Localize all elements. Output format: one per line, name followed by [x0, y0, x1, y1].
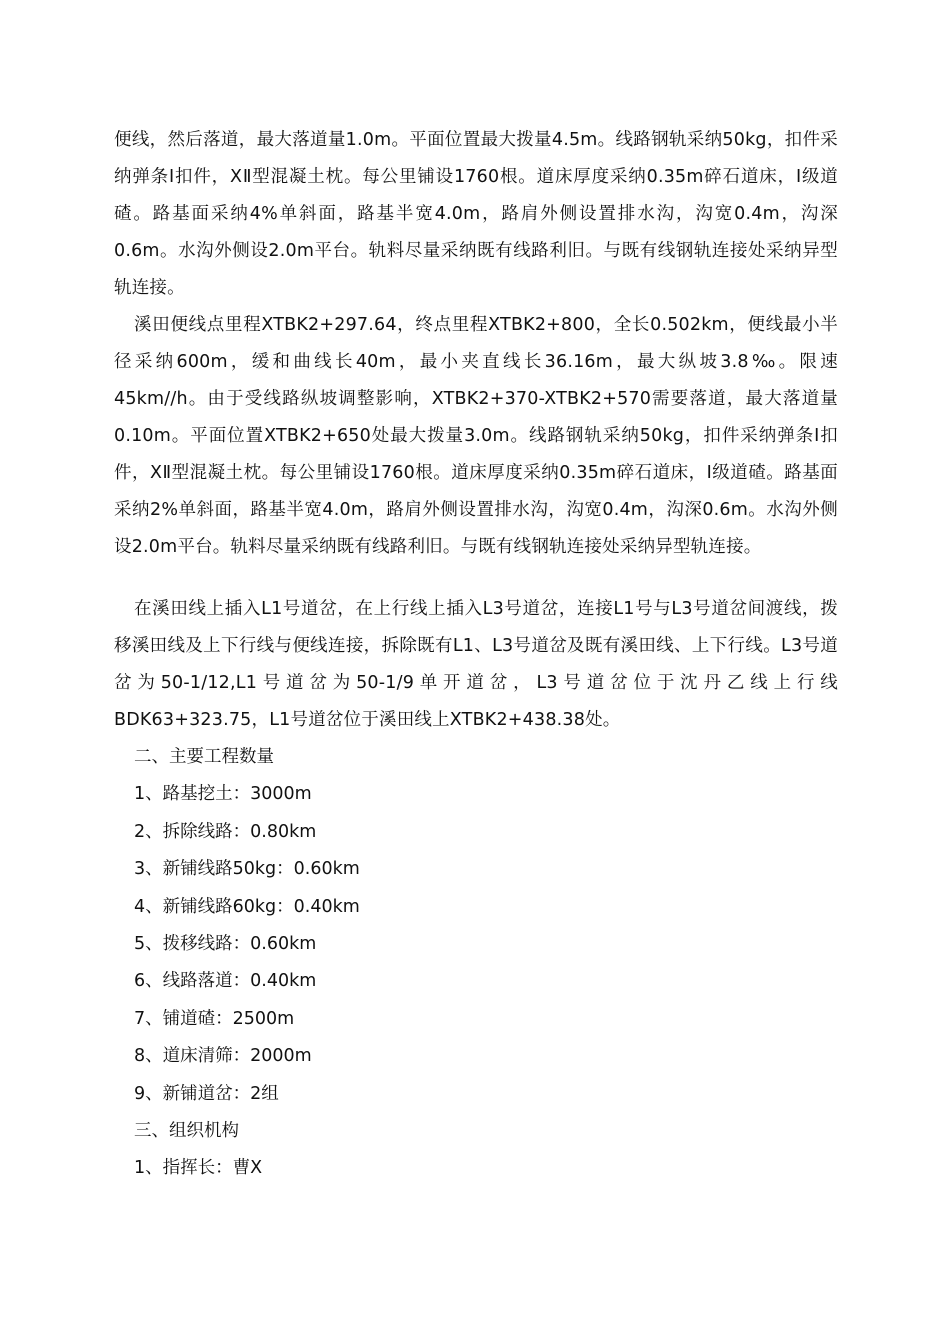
quantity-item: 2、拆除线路：0.80km	[134, 821, 317, 842]
paragraph-turnout-installation: 在溪田线上插入L1号道岔，在上行线上插入L3号道岔，连接L1号与L3号道岔间渡线，拨移溪田线及上下行线与便线连接，拆除既有L1、L3号道岔及既有溪田线、上下行线。L3号道岔为50-1/12,L1号道岔为50-1/9单开道岔，L3号道岔位于沈丹乙线上行线BDK63+323.75，L1号道岔位于溪田线上XTBK2+438.38处。	[114, 599, 838, 730]
quantity-item: 1、路基挖土：3000m	[134, 784, 312, 805]
organization-item: 1、指挥长：曹X	[134, 1158, 263, 1179]
quantity-item: 3、新铺线路50kg：0.60km	[134, 859, 360, 880]
quantity-item: 6、线路落道：0.40km	[134, 971, 317, 992]
section-heading-quantities: 二、主要工程数量	[134, 747, 274, 767]
quantity-item: 7、铺道碴：2500m	[134, 1008, 295, 1029]
paragraph-xitian-bypass: 溪田便线点里程XTBK2+297.64，终点里程XTBK2+800，全长0.502km，便线最小半径采纳600m，缓和曲线长40m，最小夹直线长36.16m，最大纵坡3.8‰。限速45km//h。由于受线路纵坡调整影响，XTBK2+370-XTBK2+570需要落道，最大落道量0.10m。平面位置XTBK2+650处最大拨量3.0m。线路钢轨采纳50kg，扣件采纳弹条Ⅰ扣件，XⅡ型混凝土枕。每公里铺设1760根。道床厚度采纳0.35m碎石道床，Ⅰ级道碴。路基面采纳2%单斜面，路基半宽4.0m，路肩外侧设置排水沟，沟宽0.4m，沟深0.6m。水沟外侧设2.0m平台。轨料尽量采纳既有线路利旧。与既有线钢轨连接处采纳异型轨连接。	[114, 315, 838, 557]
quantity-item: 5、拨移线路：0.60km	[134, 934, 317, 955]
quantity-item: 9、新铺道岔：2组	[134, 1083, 279, 1104]
quantity-item: 4、新铺线路60kg：0.40km	[134, 896, 360, 917]
quantity-item: 8、道床清筛：2000m	[134, 1046, 312, 1067]
section-heading-organization: 三、组织机构	[134, 1121, 239, 1142]
paragraph-spacer	[114, 566, 838, 591]
paragraph-track-bypass-spec: 便线，然后落道，最大落道量1.0m。平面位置最大拨量4.5m。线路钢轨采纳50kg，扣件采纳弹条Ⅰ扣件，XⅡ型混凝土枕。每公里铺设1760根。道床厚度采纳0.35m碎石道床，Ⅰ级道碴。路基面采纳4%单斜面，路基半宽4.0m，路肩外侧设置排水沟，沟宽0.4m，沟深0.6m。水沟外侧设2.0m平台。轨料尽量采纳既有线路利旧。与既有线钢轨连接处采纳异型轨连接。	[114, 130, 838, 298]
document-body	[114, 122, 838, 1188]
